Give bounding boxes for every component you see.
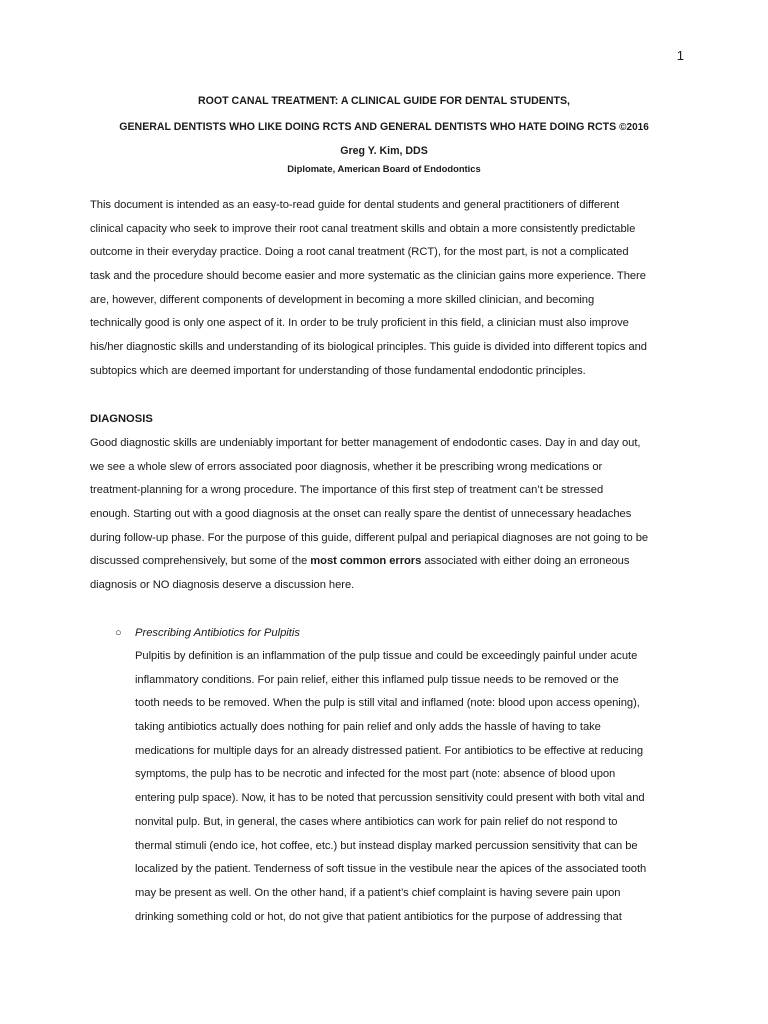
intro-line: clinical capacity who seek to improve their root canal treatment skills and obtain a more consistently predictable — [90, 222, 636, 235]
pulpitis-line: drinking something cold or hot, do not give that patient antibiotics for the purpose of addressing that — [135, 910, 622, 923]
diagnosis-line: during follow-up phase. For the purpose of this guide, different pulpal and periapical diagnoses are not going to be — [90, 531, 649, 544]
pulpitis-line: entering pulp space). Now, it has to be noted that percussion sensitivity could present with both vital and — [135, 792, 645, 805]
intro-line: technically good is only one aspect of it. In order to be truly proficient in this field, a clinician must also improve — [90, 317, 629, 330]
subsection-title: Prescribing Antibiotics for Pulpitis — [135, 627, 300, 639]
pulpitis-line: tooth needs to be removed. When the pulp is still vital and inflamed (note: blood upon access opening), — [135, 697, 640, 710]
pulpitis-line: Pulpitis by definition is an inflammation of the pulp tissue and could be exceedingly painful under acute — [135, 650, 638, 662]
pulpitis-line: inflammatory conditions. For pain relief, either this inflamed pulp tissue needs to be removed or the — [135, 673, 619, 686]
diagnosis-line: enough. Starting out with a good diagnosis at the onset can really spare the dentist of unnecessary headaches — [90, 508, 632, 521]
pulpitis-line: symptoms, the pulp has to be necrotic and infected for the most part (note: absence of blood upon — [135, 768, 616, 781]
pulpitis-line: taking antibiotics actually does nothing for pain relief and only adds the hassle of having to take — [135, 721, 601, 734]
diagnosis-text: discussed comprehensively, but some of the — [90, 555, 311, 568]
diagnosis-paragraph — [90, 432, 686, 598]
intro-line: This document is intended as an easy-to-read guide for dental students and general practitioners of different — [90, 199, 620, 211]
pulpitis-line: medications for multiple days for an already distressed patient. For antibiotics to be effective at reducing — [135, 744, 644, 757]
diagnosis-line: diagnosis or NO diagnosis deserve a discussion here. — [90, 579, 355, 592]
intro-line: subtopics which are deemed important for understanding of those fundamental endodontic principles. — [90, 364, 586, 377]
title-line-2-text: GENERAL DENTISTS WHO LIKE DOING RCTS AND GENERAL DENTISTS WHO HATE DOING RCTS — [119, 121, 617, 133]
bullet-item — [115, 621, 675, 645]
pulpitis-line: thermal stimuli (endo ice, hot coffee, etc.) but instead display marked percussion sensitivity that can be — [135, 839, 638, 852]
diagnosis-text: associated with either doing an erroneous — [421, 555, 630, 568]
intro-line: task and the procedure should become easier and more systematic as the clinician gains more experience. There — [90, 270, 646, 283]
diagnosis-line — [90, 550, 686, 574]
diagnosis-line: Good diagnostic skills are undeniably important for better management of endodontic cases. Day in and day out, — [90, 437, 641, 449]
title-line-1: ROOT CANAL TREATMENT: A CLINICAL GUIDE FOR DENTAL STUDENTS, — [198, 95, 570, 107]
diagnosis-line: treatment-planning for a wrong procedure. The importance of this first step of treatment can’t be stressed — [90, 484, 604, 497]
intro-line: his/her diagnostic skills and understanding of its biological principles. This guide is divided into different topics and — [90, 341, 647, 354]
pulpitis-paragraph — [135, 645, 680, 929]
pulpitis-line: may be present as well. On the other hand, if a patient’s chief complaint is having severe pain upon — [135, 886, 621, 899]
intro-paragraph — [90, 194, 686, 384]
hollow-circle-bullet-icon: ○ — [115, 627, 122, 639]
intro-line: are, however, different components of development in becoming a more skilled clinician, and becoming — [90, 293, 595, 306]
author-affiliation: Diplomate, American Board of Endodontics — [287, 163, 481, 174]
section-heading-diagnosis: DIAGNOSIS — [90, 413, 153, 425]
emphasis-most-common-errors: most common errors — [310, 555, 422, 568]
page-number: 1 — [676, 48, 684, 63]
diagnosis-line: we see a whole slew of errors associated poor diagnosis, whether it be prescribing wrong medications or — [90, 460, 603, 473]
intro-line: outcome in their everyday practice. Doing a root canal treatment (RCT), for the most part, is not a complicated — [90, 246, 629, 259]
pulpitis-line: localized by the patient. Tenderness of soft tissue in the vestibule near the apices of the associated tooth — [135, 863, 647, 876]
title-line-2 — [90, 121, 678, 133]
copyright-notice: ©2016 — [619, 122, 649, 133]
pulpitis-line: nonvital pulp. But, in general, the cases where antibiotics can work for pain relief do not respond to — [135, 815, 618, 828]
author-name: Greg Y. Kim, DDS — [340, 145, 428, 157]
